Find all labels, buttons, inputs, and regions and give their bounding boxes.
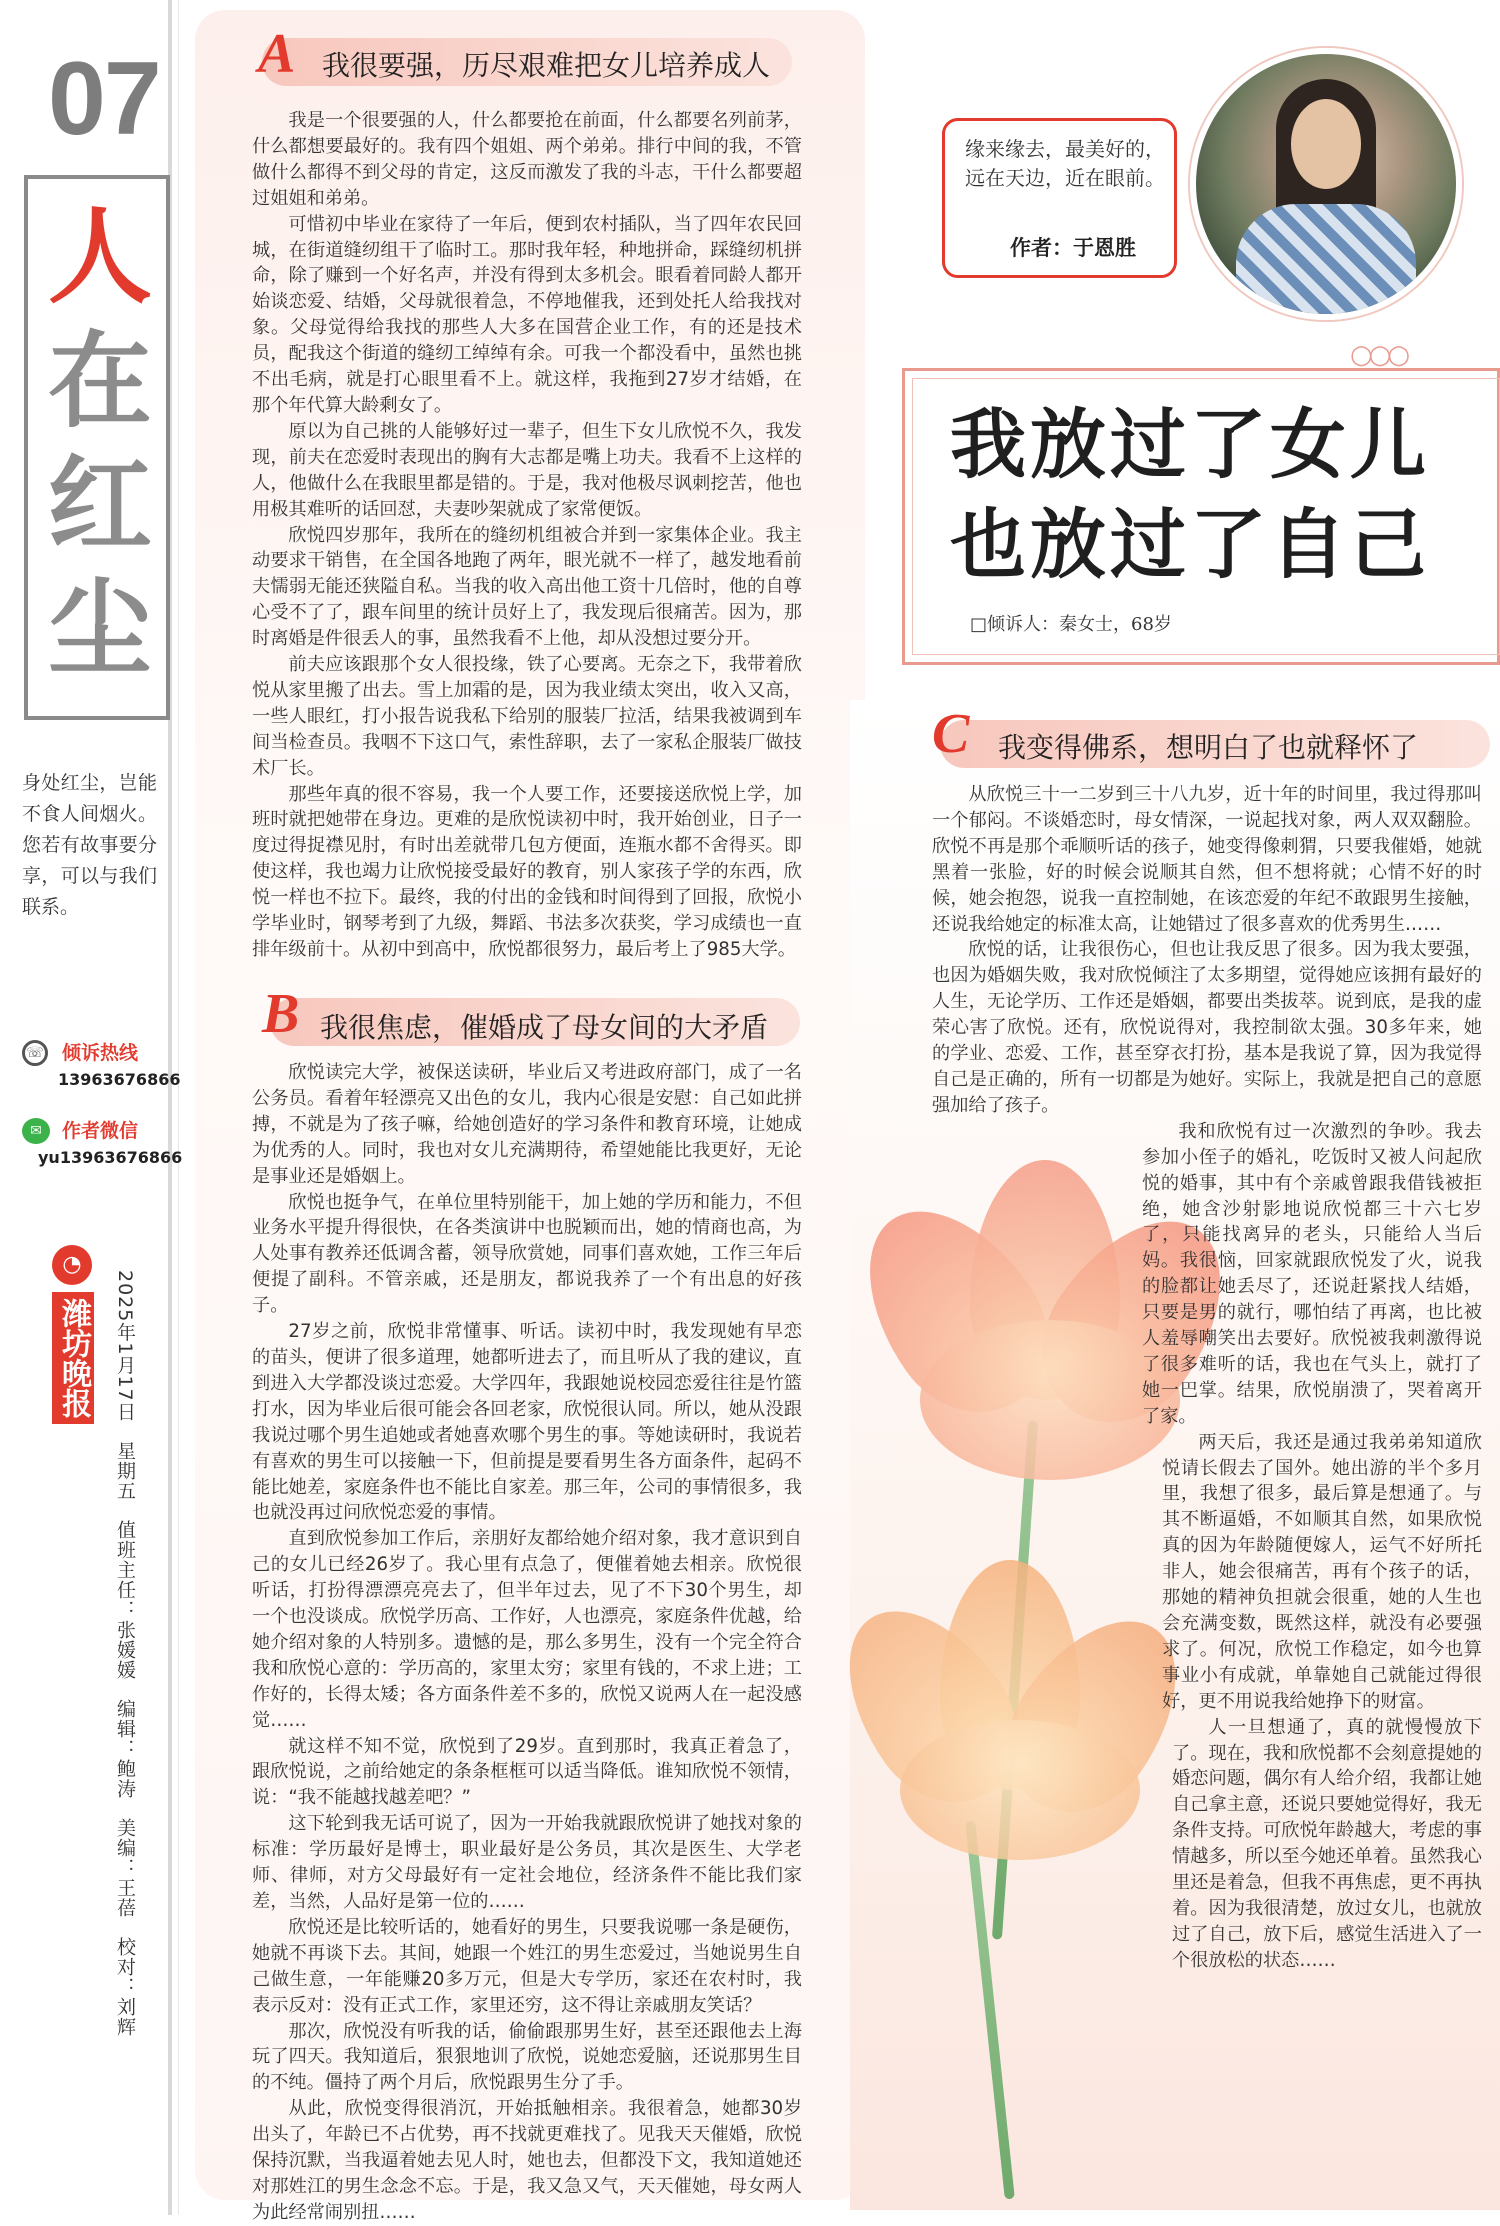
section-title-char: 人 (47, 195, 152, 318)
paragraph: 从此，欣悦变得很消沉，开始抵触相亲。我很着急，她都30岁出头了，年龄已不占优势，再不找就更难找了。见我天天催婚，欣悦保持沉默，当我逼着她去见人时，她也去，但都没下文，我知道她还对那姓江的男生念念不忘。于是，我又急又气，天天催她，母女两人为此经常闹别扭…… (252, 2098, 802, 2223)
article-title-line: 也放过了自己 (950, 500, 1430, 589)
paragraph: 就这样不知不觉，欣悦到了29岁。直到那时，我真正着急了，跟欣悦说，之前给她定的条条框框可以适当降低。谁知欣悦不领情，说：“我不能越找越差吧？” (252, 1735, 802, 1809)
section-title-char: 尘 (47, 567, 152, 690)
art-editor: 美编：王蓓 (114, 1817, 136, 1918)
paragraph: 我和欣悦有过一次激烈的争吵。我去参加小侄子的婚礼，吃饭时又被人问起欣悦的婚事，其中有个亲戚曾跟我借钱被拒绝，她含沙射影地说欣悦都三十六七岁了，只能找离异的老头，只能给人当后妈。我很恼，回家就跟欣悦发了火，说我的脸都让她丢尽了，还说赶紧找人结婚，只要是男的就行，哪怕结了再离，也比被人羞辱嘲笑出去要好。欣悦被我刺激得说了很多难听的话，我也在气头上，就打了她一巴掌。结果，欣悦崩溃了，哭着离开了家。 (1142, 1120, 1482, 1427)
newspaper-name (52, 1292, 94, 1424)
paragraph: 可惜初中毕业在家待了一年后，便到农村插队，当了四年农民回城，在街道缝纫组干了临时工。那时我年轻，种地拼命，踩缝纫机拼命，除了赚到一个好名声，并没有得到太多机会。眼看着同龄人都开始谈恋爱、结婚，父母就很着急，不停地催我，还到处托人给我找对象。父母觉得给我找的那些人大多在国营企业工作，有的还是技术员，配我这个街道的缝纫工绰绰有余。可我一个都没看中，虽然也挑不出毛病，就是打心眼里看不上。就这样，我拖到27岁才结婚，在那个年代算大龄剩女了。 (252, 213, 802, 416)
issue-weekday: 星期五 (114, 1440, 136, 1501)
issue-date: 2025年1月17日 (114, 1270, 136, 1422)
wechat-label: 作者微信 (62, 1120, 139, 1142)
narrator-line: □倾诉人：秦女士，68岁 (970, 614, 1172, 635)
decorative-rings: ○○○ (1350, 340, 1407, 370)
quote-author: 作者：于恩胜 (1010, 236, 1136, 260)
paragraph: 从欣悦三十一二岁到三十八九岁，近十年的时间里，我过得那叫一个郁闷。不谈婚恋时，母女情深，一说起找对象，两人双双翻脸。欣悦不再是那个乖顺听话的孩子，她变得像刺猬，只要我催婚，她就黑着一张脸，好的时候会说顺其自然，但不想将就；心情不好的时候，她会抱怨，说我一直控制她，在该恋爱的年纪不敢跟男生接触，还说我给她定的标准太高，让她错过了很多喜欢的优秀男生…… (932, 784, 1482, 935)
section-b-body (252, 1060, 802, 2226)
paragraph: 那些年真的很不容易，我一个人要工作，还要接送欣悦上学，加班时就把她带在身边。更难的是欣悦读初中时，我开始创业，日子一度过得捉襟见肘，有时出差就带几包方便面，连瓶水都不舍得买。即使这样，我也竭力让欣悦接受最好的教育，别人家孩子学的东西，欣悦一样也不拉下。最终，我的付出的金钱和时间得到了回报，欣悦小学毕业时，钢琴考到了九级，舞蹈、书法多次获奖，学习成绩也一直排年级前十。从初中到高中，欣悦都很努力，最后考上了985大学。 (252, 783, 802, 960)
paragraph: 前夫应该跟那个女人很投缘，铁了心要离。无奈之下，我带着欣悦从家里搬了出去。雪上加霜的是，因为我业绩太突出，收入又高，一些人眼红，打小报告说我私下给别的服装厂拉活，结果我被调到车间当检查员。我咽不下这口气，索性辞职，去了一家私企服装厂做技术厂长。 (252, 654, 802, 779)
duty-editor: 值班主任：张媛媛 (114, 1519, 136, 1680)
editor: 编辑：鲍涛 (114, 1698, 136, 1799)
hotline-label: 倾诉热线 (62, 1042, 139, 1064)
section-title-char: 在 (47, 319, 152, 442)
section-a-letter: A (258, 23, 296, 85)
section-b-letter: B (262, 983, 300, 1045)
wechat-icon: ✉ (22, 1118, 50, 1144)
quote-text: 缘来缘去，最美好的，远在天边，近在眼前。 (965, 137, 1165, 190)
paragraph: 27岁之前，欣悦非常懂事、听话。读初中时，我发现她有早恋的苗头，便讲了很多道理，她都听进去了，而且听从了我的建议，直到进入大学都没谈过恋爱。大学四年，我跟她说校园恋爱往往是竹篮打水，因为毕业后很可能会各回老家，欣悦很认同。所以，她从没跟我说过哪个男生追她或者她喜欢哪个男生的事。等她读研时，我说若有喜欢的男生可以接触一下，但前提是要看男生各方面条件，起码不能比她差，家庭条件也不能比自家差。那三年，公司的事情很多，我也就没再过问欣悦恋爱的事情。 (252, 1321, 802, 1524)
paragraph: 欣悦也挺争气，在单位里特别能干，加上她的学历和能力，不但业务水平提升得很快，在各类演讲中也脱颖而出，她的情商也高，为人处事有教养还低调含蓄，领导欣赏她，同事们喜欢她，工作三年后便提了副科。不管亲戚，还是朋友，都说我养了一个有出息的好孩子。 (252, 1191, 802, 1317)
paragraph: 直到欣悦参加工作后，亲朋好友都给她介绍对象，我才意识到自己的女儿已经26岁了。我心里有点急了，便催着她去相亲。欣悦很听话，打扮得漂漂亮亮去了，但半年过去，见了不下30个男生，却一个也没谈成。欣悦学历高、工作好，人也漂亮，家庭条件优越，给她介绍对象的人特别多。遗憾的是，那么多男生，没有一个完全符合我和欣悦心意的：学历高的，家里太穷；家里有钱的，不求上进；工作好的，长得太矮；各方面条件差不多的，欣悦又说两人在一起没感觉…… (252, 1528, 802, 1731)
author-photo-shirt (1236, 204, 1416, 320)
wechat-id: yu13963676866 (38, 1148, 183, 1167)
paper-logo-icon: ◔ (52, 1245, 92, 1285)
paragraph: 两天后，我还是通过我弟弟知道欣悦请长假去了国外。她出游的半个多月里，我想了很多，最后算是想通了。与其不断逼婚，不如顺其自然，如果欣悦真的因为年龄随便嫁人，运气不好所托非人，她会很痛苦，再有个孩子的话，那她的精神负担就会很重，她的人生也会充满变数，既然这样，就没有必要强求了。何况，欣悦工作稳定，如今也算事业小有成就，单靠她自己就能过得很好，更不用说我给她挣下的财富。 (1162, 1431, 1482, 1712)
article-title-line: 我放过了女儿 (950, 400, 1430, 489)
section-a-body (252, 108, 802, 963)
author-photo (1190, 48, 1462, 320)
paragraph: 我是一个很要强的人，什么都要抢在前面，什么都要名列前茅，什么都想要最好的。我有四个姐姐、两个弟弟。排行中间的我，不管做什么都得不到父母的肯定，这反而激发了我的斗志，干什么都要超过姐姐和弟弟。 (252, 110, 802, 209)
paragraph: 那次，欣悦没有听我的话，偷偷跟那男生好，甚至还跟他去上海玩了四天。我知道后，狠狠地训了欣悦，说她恋爱脑，还说那男生目的不纯。僵持了两个月后，欣悦跟男生分了手。 (252, 2020, 802, 2094)
issue-meta (112, 1270, 139, 2049)
proofreader: 校对：刘辉 (114, 1936, 136, 2037)
section-c-letter: C (932, 703, 970, 765)
left-divider-thin (178, 0, 179, 2215)
section-title (40, 195, 160, 691)
paragraph: 欣悦的话，让我很伤心，但也让我反思了很多。因为我太要强，也因为婚姻失败，我对欣悦倾注了太多期望，觉得她应该拥有最好的人生，无论学历、工作还是婚姻，都要出类拔萃。说到底，是我的虚荣心害了欣悦。还有，欣悦说得对，我控制欲太强。30多年来，她的学业、恋爱、工作，甚至穿衣打扮，基本是我说了算，因为我觉得自己是正确的，所有一切都是为她好。实际上，我就是把自己的意愿强加给了孩子。 (932, 939, 1482, 1116)
page-number: 07 (48, 41, 160, 157)
section-b-heading: 我很焦虑，催婚成了母女间的大矛盾 (320, 1011, 769, 1044)
section-c-heading: 我变得佛系，想明白了也就释怀了 (998, 731, 1419, 764)
paragraph: 欣悦四岁那年，我所在的缝纫机组被合并到一家集体企业。我主动要求干销售，在全国各地跑了两年，眼光就不一样了，越发地看前夫懦弱无能还狭隘自私。当我的收入高出他工资十几倍时，他的自尊心受不了了，跟车间里的统计员好上了，我发现后很痛苦。因为，那时离婚是件很丢人的事，虽然我看不上他，却从没想过要分开。 (252, 524, 802, 650)
paragraph: 人一旦想通了，真的就慢慢放下了。现在，我和欣悦都不会刻意提她的婚恋问题，偶尔有人给介绍，我都让她自己拿主意，还说只要她觉得好，我无条件支持。可欣悦年龄越大，考虑的事情越多，所以至今她还单着。虽然我心里还是着急，但我不再焦虑，更不再执着。因为我很清楚，放过女儿，也就放过了自己，放下后，感觉生活进入了一个很放松的状态…… (1172, 1716, 1482, 1971)
section-c-body (932, 782, 1482, 1974)
paragraph: 欣悦读完大学，被保送读研，毕业后又考进政府部门，成了一名公务员。看着年轻漂亮又出色的女儿，我内心很是安慰：自己如此拼搏，不就是为了孩子嘛，给她创造好的学习条件和教育环境，让她成为优秀的人。同时，我也对女儿充满期待，希望她能比我更好，无论是事业还是婚姻上。 (252, 1062, 802, 1187)
paragraph: 欣悦还是比较听话的，她看好的男生，只要我说哪一条是硬伤，她就不再谈下去。其间，她跟一个姓江的男生恋爱过，当她说男生自己做生意，一年能赚20多万元，但是大专学历，家还在农村时，我表示反对：没有正式工作，家里还穷，这不得让亲戚朋友笑话？ (252, 1916, 802, 2016)
hotline-number: 13963676866 (58, 1070, 181, 1089)
paragraph: 这下轮到我无话可说了，因为一开始我就跟欣悦讲了她找对象的标准：学历最好是博士，职业最好是公务员，其次是医生、大学老师、律师，对方父母最好有一定社会地位，经济条件不能比我们家差，当然，人品好是第一位的…… (252, 1813, 802, 1912)
column-intro: 身处红尘，岂能不食人间烟火。您若有故事要分享，可以与我们联系。 (22, 772, 157, 918)
author-photo-face (1291, 99, 1361, 189)
paragraph: 原以为自己挑的人能够好过一辈子，但生下女儿欣悦不久，我发现，前夫在恋爱时表现出的胸有大志都是嘴上功夫。我看不上这样的人，他做什么在我眼里都是错的。于是，我对他极尽讽刺挖苦，他也用极其难听的话回怼，夫妻吵架就成了家常便饭。 (252, 420, 802, 520)
article-title (950, 395, 1470, 595)
section-title-char: 红 (47, 443, 152, 566)
section-a-heading: 我很要强，历尽艰难把女儿培养成人 (322, 49, 771, 82)
phone-icon: ☏ (22, 1040, 48, 1066)
newspaper-name-text: 潍坊晚报 (56, 1298, 91, 1418)
